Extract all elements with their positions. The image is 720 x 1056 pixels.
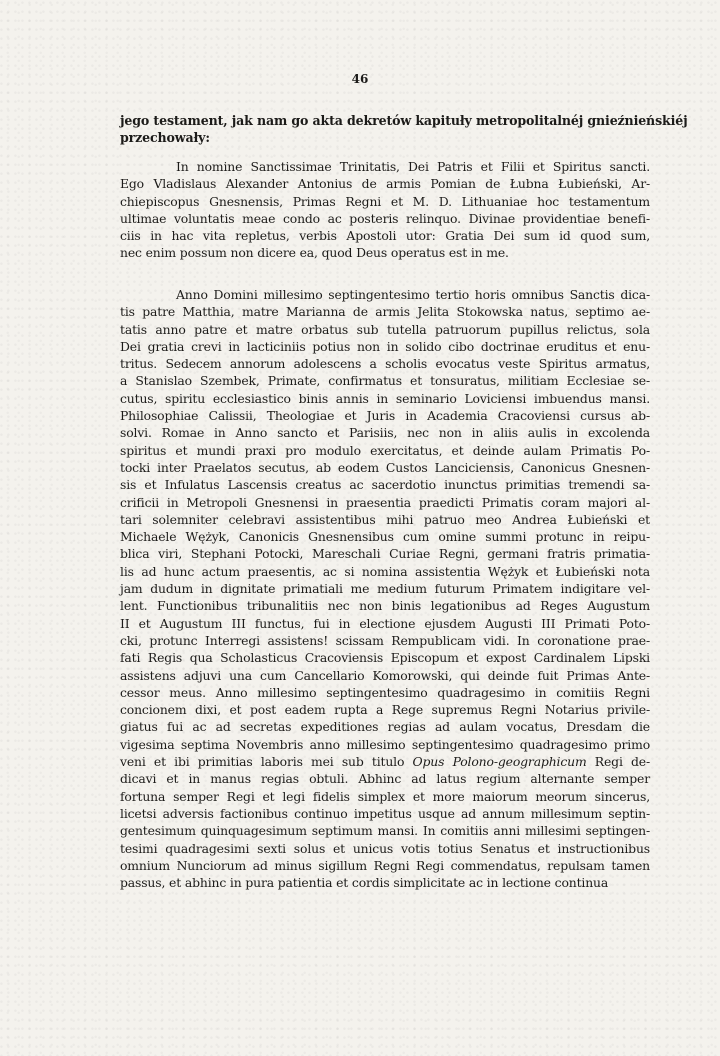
text-line: licetsi adversis factionibus continuo impetitus usque ad annum millesimum septin- xyxy=(120,805,650,821)
text-line: a Stanislao Szembek, Primate, confirmatus et tonsuratus, militiam Ecclesiae se- xyxy=(120,373,650,389)
text-line: II et Augustum III functus, fui in electione ejusdem Augusti III Primati Poto- xyxy=(120,615,650,631)
text-line: przechowały: xyxy=(120,130,210,146)
text-line: tocki inter Praelatos secutus, ab eodem Custos Lanciciensis, Canonicus Gnesnen- xyxy=(120,459,650,475)
text-line: sis et Infulatus Lascensis creatus ac sacerdotio inunctus primitias tremendi sa- xyxy=(120,477,650,493)
text-line: veni et ibi primitias laboris mei sub titulo Opus Polono-geographicum Regi de- xyxy=(120,754,650,770)
text-line: lent. Functionibus tribunalitiis nec non binis legationibus ad Reges Augustum xyxy=(120,598,650,614)
text-line: gentesimum quinquagesimum septimum mansi. In comitiis anni millesimi septingen- xyxy=(120,823,650,839)
text-line: tis patre Matthia, matre Marianna de armis Jelita Stokowska natus, septimo ae- xyxy=(120,304,650,320)
text-line: tari solemniter celebravi assistentibus mihi patruo meo Andrea Łubieński et xyxy=(120,511,650,527)
text-line: assistens adjuvi una cum Cancellario Komorowski, qui deinde fuit Primas Ante- xyxy=(120,667,650,683)
text-line: cki, protunc Interregi assistens! scissam Rempublicam vidi. In coronatione prae- xyxy=(120,632,650,648)
text-line: crificii in Metropoli Gnesnensi in praesentia praedicti Primatis coram majori al- xyxy=(120,494,650,510)
text-line: omnium Nunciorum ad minus sigillum Regni Regi commendatus, repulsam tamen xyxy=(120,857,650,873)
testament-biography-paragraph xyxy=(120,286,650,891)
text-line: tesimi quadragesimi sexti solus et unicus votis totius Senatus et instructionibus xyxy=(120,840,650,856)
text-line: lis ad hunc actum praesentis, ac si nomina assistentia Wężyk et Łubieński nota xyxy=(120,563,650,579)
text-line: blica viri, Stephani Potocki, Mareschali Curiae Regni, germani fratris primatia- xyxy=(120,546,650,562)
text-line: cessor meus. Anno millesimo septingentesimo quadragesimo in comitiis Regni xyxy=(120,684,650,700)
text-line: cutus, spiritu ecclesiastico binis annis in seminario Loviciensi imbuendus mansi. xyxy=(120,390,650,406)
text-line: Ego Vladislaus Alexander Antonius de armis Pomian de Łubna Łubieński, Ar- xyxy=(120,176,650,192)
text-line: passus, et abhinc in pura patientia et cordis simplicitate ac in lectione continua xyxy=(120,875,609,891)
text-line: ciis in hac vita repletus, verbis Apostoli utor: Gratia Dei sum id quod sum, xyxy=(120,228,650,244)
text-line: In nomine Sanctissimae Trinitatis, Dei Patris et Filii et Spiritus sancti. xyxy=(176,159,650,174)
text-line: tatis anno patre et matre orbatus sub tutella patruorum pupillus relictus, sola xyxy=(120,321,650,337)
text-line: Philosophiae Calissii, Theologiae et Juris in Academia Cracoviensi cursus ab- xyxy=(120,408,650,424)
text-line: solvi. Romae in Anno sancto et Parisiis, nec non in aliis aulis in excolenda xyxy=(120,425,650,441)
text-line: Michaele Wężyk, Canonicis Gnesnensibus cum omine summi protunc in reipu- xyxy=(120,529,650,545)
text-line: fati Regis qua Scholasticus Cracoviensis Episcopum et expost Cardinalem Lipski xyxy=(120,650,650,666)
text-line: jam dudum in dignitate primatiali me medium futurum Primatem indigitare vel- xyxy=(120,581,650,597)
text-line: chiepiscopus Gnesnensis, Primas Regni et M. D. Lithuaniae hoc testamentum xyxy=(120,193,650,209)
text-line: giatus fui ac ad secretas expeditiones regias ad aulam vocatus, Dresdam die xyxy=(120,719,650,735)
text-line: Dei gratia crevi in lacticiniis potius non in solido cibo doctrinae eruditus et enu- xyxy=(120,338,650,354)
text-line: dicavi et in manus regias obtuli. Abhinc ad latus regium alternante semper xyxy=(120,771,650,787)
intro-paragraph xyxy=(120,112,688,147)
text-line: jego testament, jak nam go akta dekretów kapituły metropolitalnéj gnieźnieńskiéj xyxy=(120,113,688,128)
italic-title: Opus Polono-geographicum xyxy=(412,754,587,770)
text-line: nec enim possum non dicere ea, quod Deus operatus est in me. xyxy=(120,245,509,261)
testament-opening-paragraph xyxy=(120,158,650,262)
text-line: fortuna semper Regi et legi fidelis simplex et more maiorum meorum sincerus, xyxy=(120,788,650,804)
text-line: vigesima septima Novembris anno millesimo septingentesimo quadragesimo primo xyxy=(120,736,650,752)
text-line: ultimae voluntatis meae condo ac posteris relinquo. Divinae providentiae benefi- xyxy=(120,210,650,226)
text-line: concionem dixi, et post eadem rupta a Rege supremus Regni Notarius privile- xyxy=(120,702,650,718)
text-line: Anno Domini millesimo septingentesimo tertio horis omnibus Sanctis dica- xyxy=(176,287,650,302)
text-line: tritus. Sedecem annorum adolescens a scholis evocatus veste Spiritus armatus, xyxy=(120,356,650,372)
page-number: 46 xyxy=(351,72,369,86)
text-line: spiritus et mundi praxi pro modulo exercitatus, et deinde aulam Primatis Po- xyxy=(120,442,650,458)
